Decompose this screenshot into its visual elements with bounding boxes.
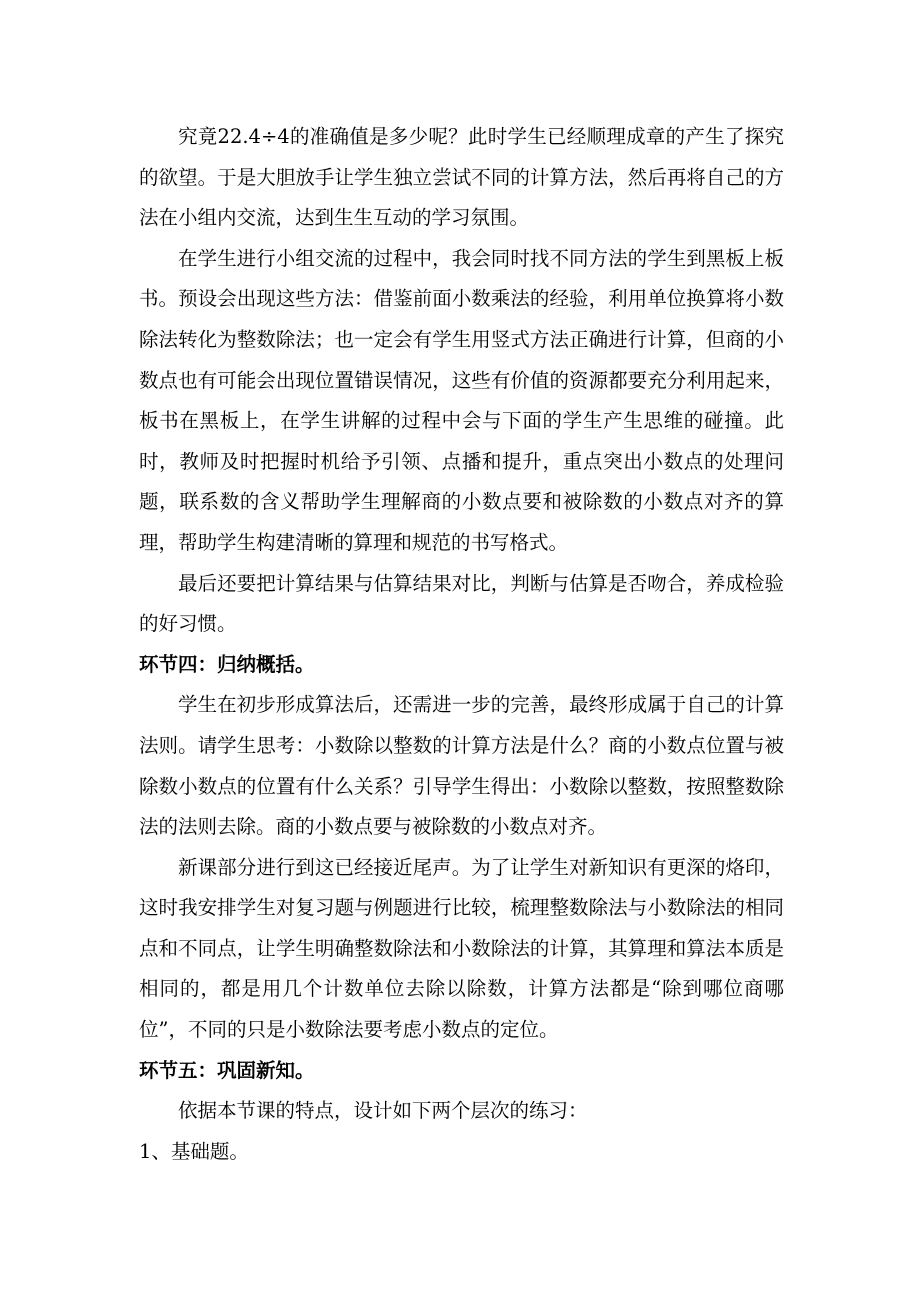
paragraph-summarize: 学生在初步形成算法后，还需进一步的完善，最终形成属于自己的计算法则。请学生思考：小数除以整数的计算方法是什么？商的小数点位置与被除数小数点的位置有什么关系？引导学生得出：小数除以整数，按照整数除法的法则去除。商的小数点要与被除数的小数点对齐。 [139,693,784,839]
section-heading-five: 环节五：巩固新知。 [139,1058,315,1082]
paragraph-group-exchange: 在学生进行小组交流的过程中，我会同时找不同方法的学生到黑板上板书。预设会出现这些方法：借鉴前面小数乘法的经验，利用单位换算将小数除法转化为整数除法；也一定会有学生用竖式方法正确进行计算，但商的小数点也有可能会出现位置错误情况，这些有价值的资源都要充分利用起来，板书在黑板上，在学生讲解的过程中会与下面的学生产生思维的碰撞。此时，教师及时把握时机给予引领、点播和提升，重点突出小数点的处理问题，联系数的含义帮助学生理解商的小数点要和被除数的小数点对齐的算理，帮助学生构建清晰的算理和规范的书写格式。 [139,246,784,554]
paragraph-practice-intro: 依据本节课的特点，设计如下两个层次的练习： [178,1099,588,1123]
list-item-basic-questions: 1、基础题。 [139,1139,249,1163]
paragraph-new-lesson-end: 新课部分进行到这已经接近尾声。为了让学生对新知识有更深的烙印，这时我安排学生对复习题与例题进行比较，梳理整数除法与小数除法的相同点和不同点，让学生明确整数除法和小数除法的计算，其算理和算法本质是相同的，都是用几个计数单位去除以除数，计算方法都是“除到哪位商哪位”，不同的只是小数除法要考虑小数点的定位。 [139,855,784,1042]
document-body [139,117,784,1172]
paragraph-exploration: 究竟22.4÷4的准确值是多少呢？此时学生已经顺理成章的产生了探究的欲望。于是大胆放手让学生独立尝试不同的计算方法，然后再将自己的方法在小组内交流，达到生生互动的学习氛围。 [139,125,784,230]
section-heading-four: 环节四：归纳概括。 [139,652,315,676]
paragraph-compare-estimate: 最后还要把计算结果与估算结果对比，判断与估算是否吻合，养成检验的好习惯。 [139,571,784,636]
